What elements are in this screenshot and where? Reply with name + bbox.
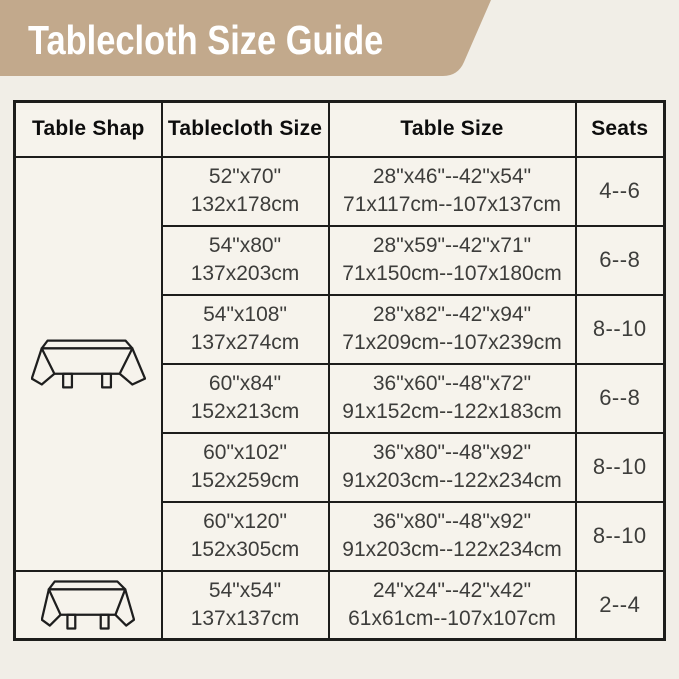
tablecloth-size-cm: 137x137cm xyxy=(190,606,300,630)
size-guide-table xyxy=(13,100,666,641)
table-row xyxy=(15,157,665,226)
tablecloth-size-cm: 132x178cm xyxy=(190,193,300,216)
seats-value: 8--10 xyxy=(576,502,665,571)
col-header-seats: Seats xyxy=(576,102,665,157)
rectangle-tablecloth-icon xyxy=(31,338,146,390)
table-size-inches: 28"x59"--42"x71" xyxy=(372,234,532,257)
table-size-inches: 36"x60"--48"x72" xyxy=(372,372,532,395)
square-tablecloth-icon xyxy=(41,579,135,631)
tablecloth-size-cell xyxy=(162,226,329,295)
tablecloth-size-cell xyxy=(162,157,329,226)
col-header-table-shape: Table Shap xyxy=(15,102,162,157)
col-header-table-size: Table Size xyxy=(329,102,576,157)
tablecloth-size-cell xyxy=(162,571,329,640)
table-row xyxy=(15,571,665,640)
page-title: Tablecloth Size Guide xyxy=(28,17,384,63)
tablecloth-size-cm: 152x305cm xyxy=(190,538,300,561)
table-size-cm: 91x152cm--122x183cm xyxy=(342,400,562,423)
seats-value: 8--10 xyxy=(576,433,665,502)
table-size-inches: 36"x80"--48"x92" xyxy=(372,441,532,464)
tablecloth-size-inches: 60"x84" xyxy=(208,372,282,395)
tablecloth-size-inches: 60"x102" xyxy=(203,441,287,464)
table-size-cell xyxy=(329,157,576,226)
shape-cell-square xyxy=(15,571,162,640)
table-size-cm: 71x150cm--107x180cm xyxy=(342,262,562,285)
tablecloth-size-inches: 60"x120" xyxy=(203,510,287,533)
table-size-cell xyxy=(329,433,576,502)
tablecloth-size-inches: 54"x108" xyxy=(203,303,287,326)
seats-value: 6--8 xyxy=(576,226,665,295)
table-size-cell xyxy=(329,226,576,295)
title-banner xyxy=(0,0,510,80)
table-size-inches: 36"x80"--48"x92" xyxy=(372,510,532,533)
table-size-cm: 71x209cm--107x239cm xyxy=(342,331,562,354)
tablecloth-size-inches: 54"x54" xyxy=(208,578,282,602)
table-size-cell xyxy=(329,502,576,571)
tablecloth-size-cm: 152x259cm xyxy=(190,469,300,492)
tablecloth-size-inches: 52"x70" xyxy=(208,165,282,188)
col-header-tablecloth-size: Tablecloth Size xyxy=(162,102,329,157)
seats-value: 8--10 xyxy=(576,295,665,364)
seats-value: 2--4 xyxy=(576,571,665,640)
tablecloth-size-cell xyxy=(162,502,329,571)
shape-cell-rectangle xyxy=(15,157,162,571)
table-size-inches: 28"x82"--42"x94" xyxy=(372,303,532,326)
tablecloth-size-cm: 152x213cm xyxy=(190,400,300,423)
seats-value: 6--8 xyxy=(576,364,665,433)
tablecloth-size-cm: 137x274cm xyxy=(190,331,300,354)
tablecloth-size-inches: 54"x80" xyxy=(208,234,282,257)
table-size-cell xyxy=(329,295,576,364)
tablecloth-size-cell xyxy=(162,295,329,364)
table-size-cell xyxy=(329,364,576,433)
tablecloth-size-cell xyxy=(162,364,329,433)
table-size-inches: 28"x46"--42"x54" xyxy=(372,165,532,188)
tablecloth-size-cm: 137x203cm xyxy=(190,262,300,285)
table-size-cm: 91x203cm--122x234cm xyxy=(342,538,562,561)
seats-value: 4--6 xyxy=(576,157,665,226)
tablecloth-size-cell xyxy=(162,433,329,502)
table-size-inches: 24"x24"--42"x42" xyxy=(372,578,532,602)
table-size-cm: 71x117cm--107x137cm xyxy=(343,193,561,216)
table-size-cell xyxy=(329,571,576,640)
header-row xyxy=(15,102,665,157)
table-size-cm: 91x203cm--122x234cm xyxy=(342,469,562,492)
table-size-cm: 61x61cm--107x107cm xyxy=(348,606,556,630)
